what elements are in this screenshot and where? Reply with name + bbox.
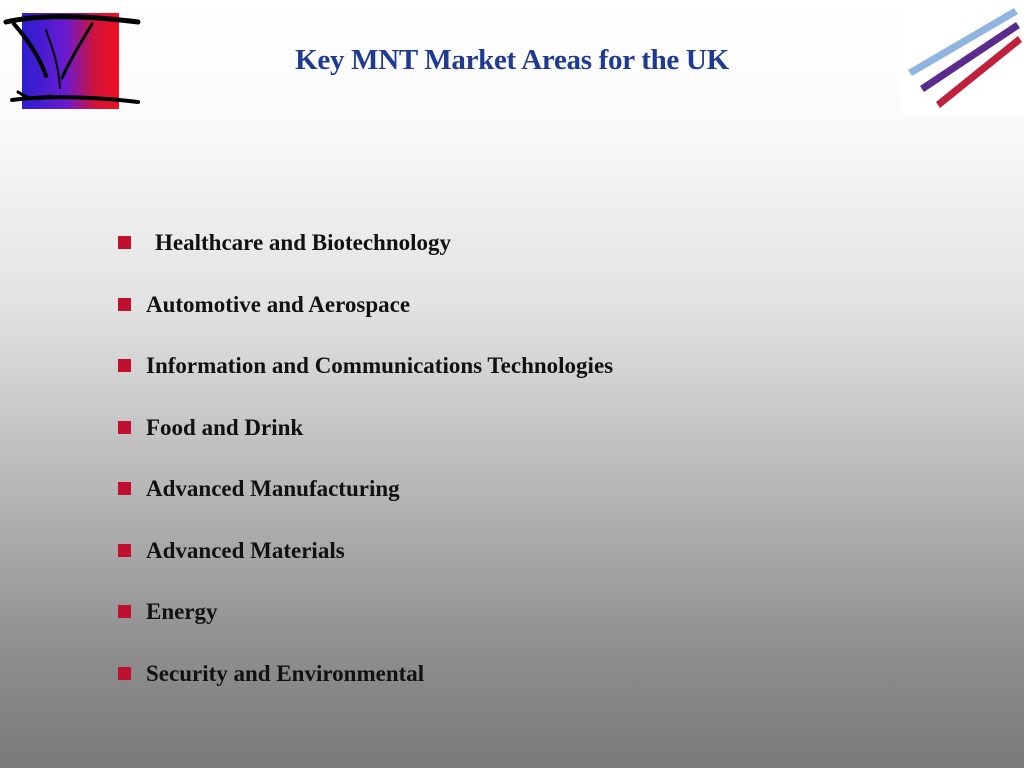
square-bullet-icon (118, 421, 131, 434)
list-item (118, 413, 613, 475)
list-item (118, 474, 613, 536)
square-bullet-icon (118, 605, 131, 618)
square-bullet-icon (118, 544, 131, 557)
list-item (118, 351, 613, 413)
square-bullet-icon (118, 482, 131, 495)
list-item-label: Information and Communications Technologies (146, 353, 614, 378)
bullet-list (118, 228, 613, 720)
slide-title: Key MNT Market Areas for the UK (295, 44, 729, 76)
list-item (118, 290, 613, 352)
square-bullet-icon (118, 359, 131, 372)
list-item (118, 597, 613, 659)
list-item (118, 536, 613, 598)
square-bullet-icon (118, 236, 131, 249)
list-item-label: Energy (146, 599, 218, 624)
list-item-label: Advanced Manufacturing (146, 476, 400, 501)
list-item-label: Advanced Materials (146, 537, 345, 563)
list-item-label: Healthcare and Biotechnology (155, 230, 452, 255)
list-item-label: Automotive and Aerospace (146, 291, 411, 317)
list-item-label: Food and Drink (146, 414, 304, 440)
square-bullet-icon (118, 667, 131, 680)
square-bullet-icon (118, 298, 131, 311)
list-item (118, 659, 613, 721)
list-item-label: Security and Environmental (146, 660, 425, 686)
list-item (118, 228, 613, 290)
